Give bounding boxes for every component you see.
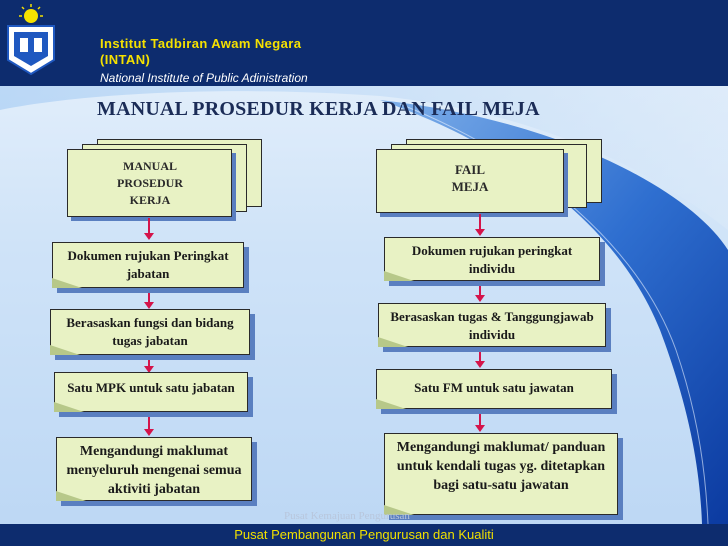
flow-arrow	[148, 356, 150, 367]
flow-arrow	[148, 218, 150, 234]
fail-meja-label: FAIL MEJA	[451, 162, 489, 194]
footer-text: Pusat Pembangunan Pengurusan dan Kualiti	[234, 527, 494, 542]
flow-arrow	[148, 412, 150, 430]
watermark-text: Pusat Kemajuan Pengurusan	[284, 510, 410, 522]
left-step-3: Satu MPK untuk satu jabatan	[54, 372, 248, 412]
right-step-2: Berasaskan tugas & Tanggungjawab individu	[378, 303, 606, 347]
flow-arrow	[479, 282, 481, 296]
left-step-1: Dokumen rujukan Peringkat jabatan	[52, 242, 244, 288]
flow-arrow	[479, 350, 481, 362]
flow-arrow	[479, 412, 481, 426]
flow-arrow	[148, 290, 150, 303]
right-step-1: Dokumen rujukan peringkat individu	[384, 237, 600, 281]
slide-title: MANUAL PROSEDUR KERJA DAN FAIL MEJA	[97, 98, 540, 120]
org-name-english: National Institute of Public Adinistration	[100, 71, 308, 85]
left-step-4: Mengandungi maklumat menyeluruh mengenai semua aktiviti jabatan	[56, 437, 252, 501]
flow-arrow	[479, 214, 481, 230]
left-step-2: Berasaskan fungsi dan bidang tugas jabatan	[50, 309, 250, 355]
right-step-3: Satu FM untuk satu jawatan	[376, 369, 612, 409]
manual-prosedur-kerja-label: MANUAL PROSEDUR KERJA	[116, 159, 183, 207]
org-name-line1: Institut Tadbiran Awam Negara	[100, 36, 302, 51]
org-name-line2: (INTAN)	[100, 52, 151, 67]
right-step-4: Mengandungi maklumat/ panduan untuk kendali tugas yg. ditetapkan bagi satu-satu jawatan	[384, 433, 618, 515]
intan-logo-icon	[4, 4, 58, 80]
org-name	[100, 36, 301, 68]
